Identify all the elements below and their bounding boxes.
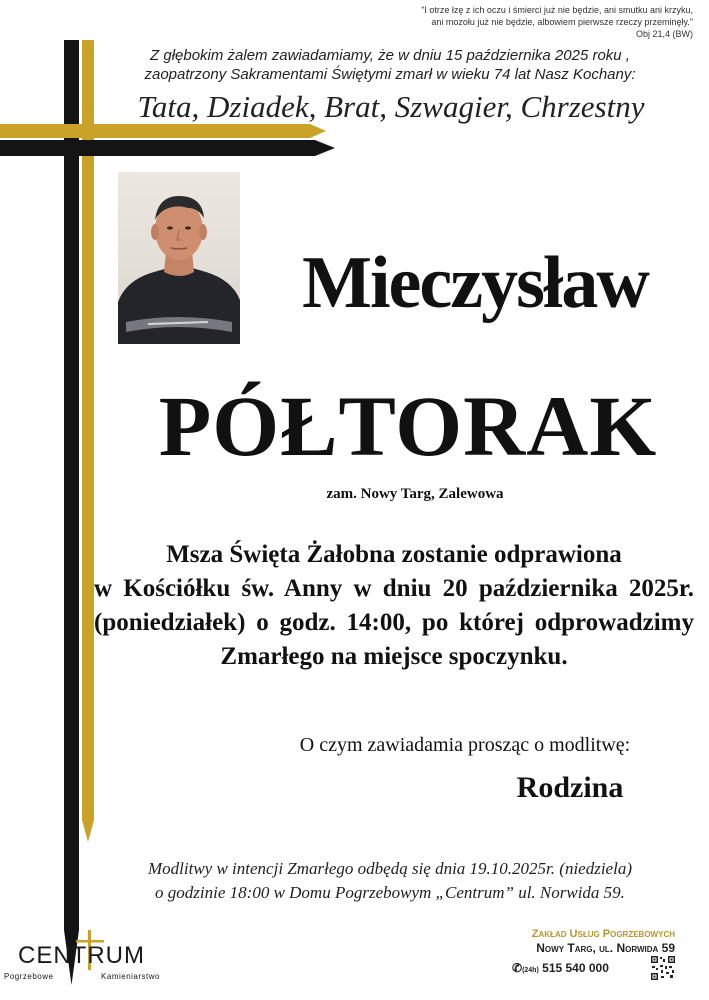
prayers-line-1: Modlitwy w intencji Zmarłego odbędą się dnia 19.10.2025r. (niedziela) <box>148 859 632 878</box>
phone-tag: (24h) <box>522 967 539 974</box>
deceased-last-name: PÓŁTORAK <box>158 378 658 474</box>
mass-line-4: Zmarłego na miejsce spoczynku. <box>220 643 568 670</box>
qr-code-icon[interactable] <box>651 956 675 980</box>
company-address: Nowy Targ, ul. Norwida 59 <box>536 941 675 955</box>
company-info <box>430 928 675 956</box>
quote-source: Obj 21,4 (BW) <box>635 29 693 39</box>
cross-horizontal-black-bar <box>0 140 335 156</box>
intro-line-2: zaopatrzony Sakramentami Świętymi zmarł w wieku 74 lat Nasz Kochany: <box>144 66 636 83</box>
company-name: Zakład Usług Pogrzebowych <box>531 928 675 940</box>
intro-line-1: Z głębokim żalem zawiadamiamy, że w dniu 15 października 2025 roku , <box>150 47 630 64</box>
mass-information <box>94 538 694 674</box>
centrum-logo <box>4 930 174 990</box>
quote-line-2: ani mozołu już nie będzie, albowiem pierwsze rzeczy przeminęły." <box>431 17 693 27</box>
bible-quote <box>273 4 693 40</box>
cross-horizontal-gold-bar <box>0 124 326 138</box>
logo-subtitle <box>4 972 174 981</box>
phone-icon: ✆ <box>512 961 523 975</box>
mass-line-1: Msza Święta Żałobna zostanie odprawiona <box>166 541 622 568</box>
deceased-address: zam. Nowy Targ, Zalewowa <box>326 486 504 502</box>
prayers-line-2: o godzinie 18:00 w Domu Pogrzebowym „Centrum” ul. Norwida 59. <box>155 883 625 902</box>
cross-vertical-black-bar <box>64 40 79 985</box>
logo-subtitle-right: Kamieniarstwo <box>101 972 160 981</box>
announcement-intro <box>110 46 670 84</box>
family-signature: Rodzina <box>516 771 624 804</box>
prayer-information <box>90 857 690 905</box>
mass-line-2: w Kościółku św. Anny w dniu 20 października 2025r. <box>94 575 694 602</box>
family-relations: Tata, Dziadek, Brat, Szwagier, Chrzestny <box>137 89 645 124</box>
deceased-first-name: Mieczysław <box>302 242 648 324</box>
phone-number[interactable]: 515 540 000 <box>542 961 609 975</box>
mass-line-3: (poniedziałek) o godz. 14:00, po której odprowadzimy <box>94 609 694 636</box>
quote-line-1: "I otrze łzę z ich oczu i śmierci już nie będzie, ani smutku ani krzyku, <box>421 5 693 15</box>
portrait-photo <box>118 172 240 344</box>
cross-vertical-gold-bar <box>82 40 94 842</box>
logo-subtitle-left: Pogrzebowe <box>4 972 54 981</box>
company-contact <box>512 961 609 975</box>
portrait-figure-icon <box>118 172 240 344</box>
notify-text: O czym zawiadamia prosząc o modlitwę: <box>299 734 631 756</box>
logo-name: CENTRUM <box>18 942 145 969</box>
